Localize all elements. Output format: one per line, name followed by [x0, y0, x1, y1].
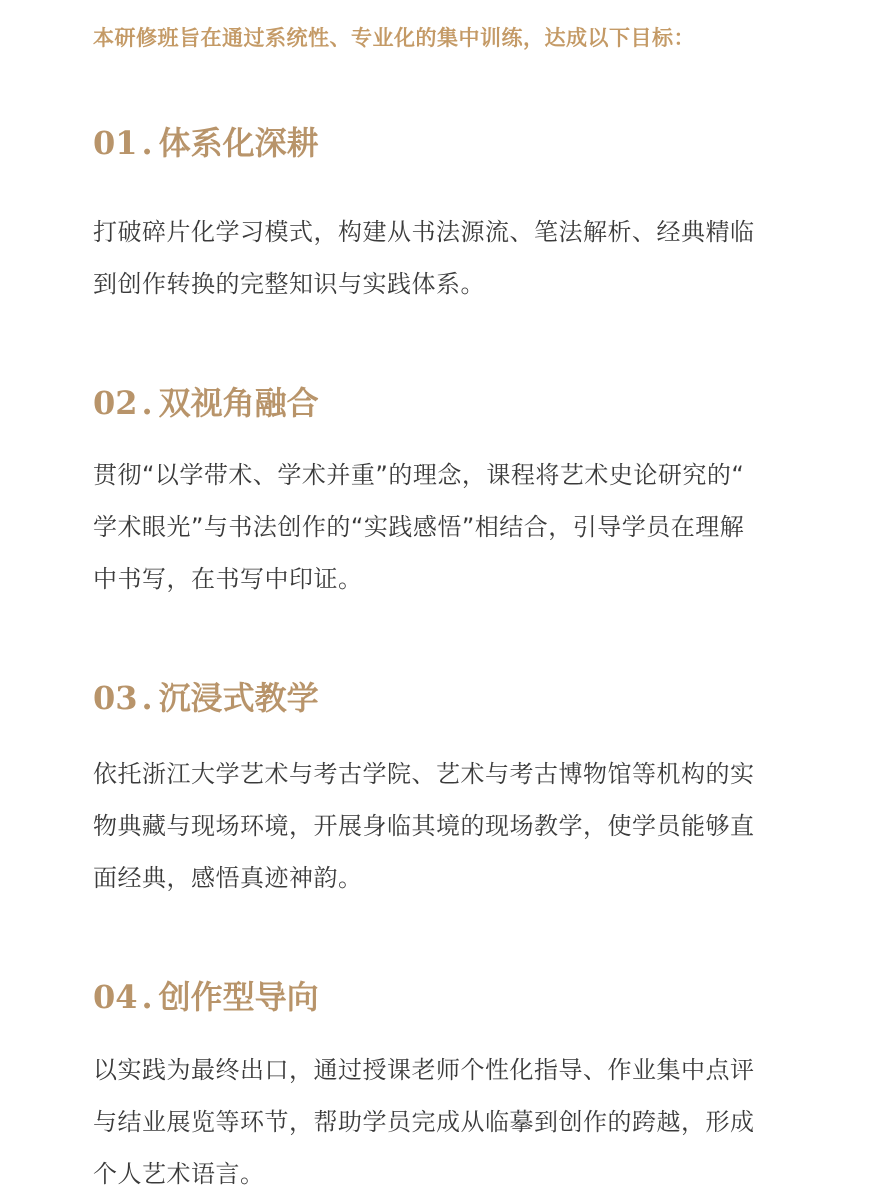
- goal-body-line: 以实践为最终出口，通过授课老师个性化指导、作业集中点评: [93, 1056, 755, 1084]
- goal-body-line: 贯彻“以学带术、学术并重”的理念，课程将艺术史论研究的“: [93, 461, 745, 489]
- goal-number: 04: [93, 978, 138, 1016]
- goal-04-title: 04 . 创作型导向: [93, 978, 319, 1016]
- goal-heading: 沉浸式教学: [158, 679, 319, 717]
- goal-number: 02: [93, 384, 138, 422]
- goal-body-line: 物典藏与现场环境，开展身临其境的现场教学，使学员能够直: [93, 812, 755, 840]
- goal-body-line: 学术眼光”与书法创作的“实践感悟”相结合，引导学员在理解: [93, 513, 745, 541]
- goal-01-body: [93, 206, 799, 310]
- goal-heading: 创作型导向: [158, 978, 319, 1016]
- goal-number: 01: [93, 124, 138, 162]
- goal-heading: 体系化深耕: [158, 124, 319, 162]
- goal-03-title: 03 . 沉浸式教学: [93, 679, 319, 717]
- goal-heading: 双视角融合: [158, 384, 319, 422]
- intro-text: 本研修班旨在通过系统性、专业化的集中训练，达成以下目标：: [93, 26, 695, 50]
- goal-body-line: 中书写，在书写中印证。: [93, 565, 363, 593]
- goal-body-line: 打破碎片化学习模式，构建从书法源流、笔法解析、经典精临: [93, 218, 755, 246]
- goal-01-title: 01 . 体系化深耕: [93, 124, 319, 162]
- goal-04-body: [93, 1044, 799, 1200]
- goal-number: 03: [93, 679, 138, 717]
- goal-body-line: 依托浙江大学艺术与考古学院、艺术与考古博物馆等机构的实: [93, 760, 755, 788]
- goal-body-line: 面经典，感悟真迹神韵。: [93, 864, 363, 892]
- goal-body-line: 个人艺术语言。: [93, 1160, 265, 1188]
- goal-body-line: 与结业展览等环节，帮助学员完成从临摹到创作的跨越，形成: [93, 1108, 755, 1136]
- goal-02-body: [93, 449, 799, 605]
- goal-03-body: [93, 748, 799, 904]
- goal-02-title: 02 . 双视角融合: [93, 384, 319, 422]
- goal-body-line: 到创作转换的完整知识与实践体系。: [93, 270, 485, 298]
